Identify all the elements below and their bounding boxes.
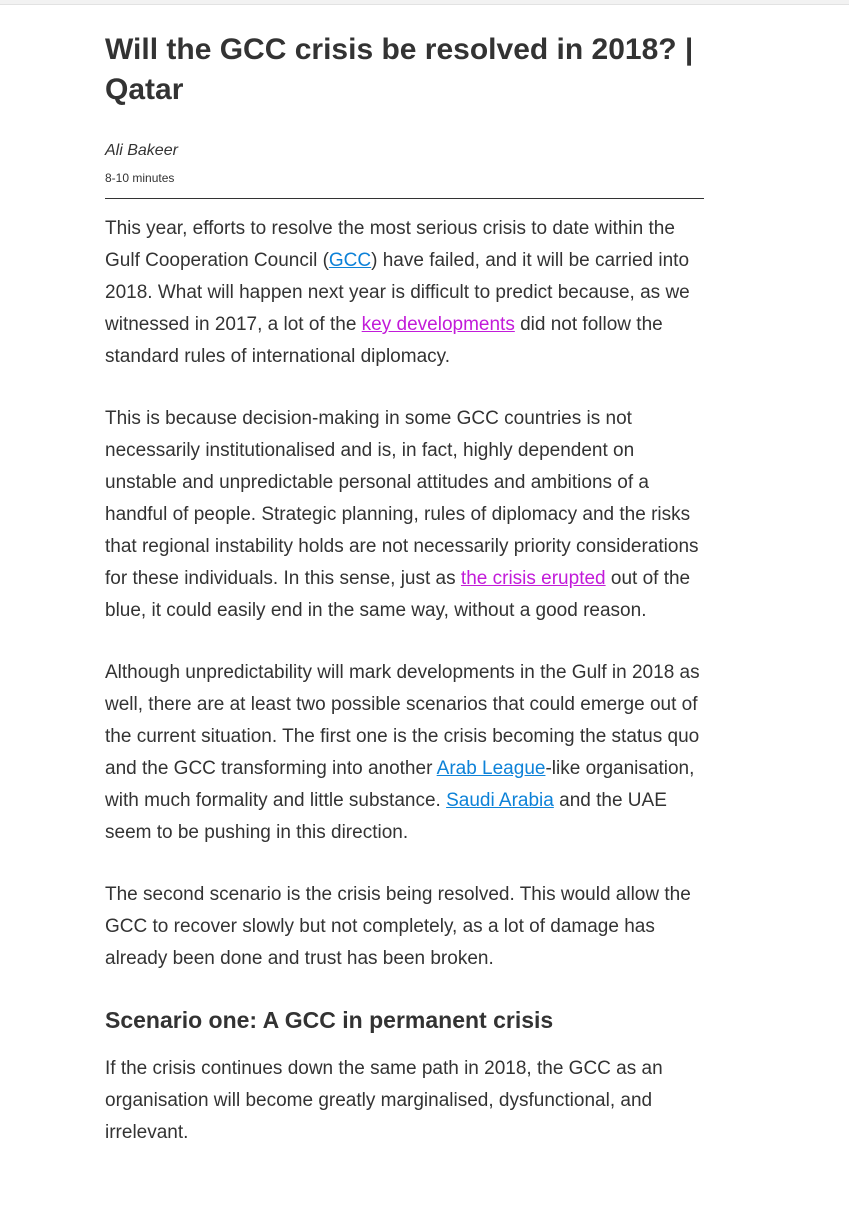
section-heading-scenario-one: Scenario one: A GCC in permanent crisis xyxy=(105,1007,554,1033)
header-separator xyxy=(105,198,704,199)
paragraph-text: did not follow the standard rules of international diplomacy. xyxy=(105,314,663,367)
article-body xyxy=(105,213,705,1149)
link-saudi-arabia[interactable]: Saudi Arabia xyxy=(446,790,554,811)
paragraph-scenario-one: If the crisis continues down the same path in 2018, the GCC as an organisation will become greatly marginalised, dysfunctional, and irrelevant. xyxy=(105,1058,663,1143)
paragraph-text: out of the blue, it could easily end in the same way, without a good reason. xyxy=(105,568,691,621)
link-crisis-erupted[interactable]: the crisis erupted xyxy=(460,568,606,589)
link-key-developments[interactable]: key developments xyxy=(361,314,515,335)
paragraph-text: This year, efforts to resolve the most serious crisis to date within the Gulf Cooperation Council ( xyxy=(105,218,675,271)
paragraph-text: Although unpredictability will mark developments in the Gulf in 2018 as well, there are at least two possible scenarios that could emerge out of the current situation. The first one is the crisis becoming the status quo and the GCC transforming into another xyxy=(105,662,700,779)
paragraph-scenarios xyxy=(105,657,705,849)
paragraph-second-scenario: The second scenario is the crisis being resolved. This would allow the GCC to recover slowly but not completely, as a lot of damage has already been done and trust has been broken. xyxy=(105,884,691,969)
reading-time: 8-10 minutes xyxy=(105,171,175,185)
paragraph-text: This is because decision-making in some GCC countries is not necessarily institutionalised and is, in fact, highly dependent on unstable and unpredictable personal attitudes and ambitions of a handful of people. Strategic planning, rules of diplomacy and the risks that regional instability holds are not necessarily priority considerations for these individuals. In this sense, just as xyxy=(105,408,699,589)
link-arab-league[interactable]: Arab League xyxy=(436,758,546,779)
article-author: Ali Bakeer xyxy=(105,142,178,159)
paragraph-text: ) have failed, and it will be carried into 2018. What will happen next year is difficult to predict because, as we witnessed in 2017, a lot of the xyxy=(105,250,690,335)
paragraph-intro xyxy=(105,213,705,373)
link-gcc[interactable]: GCC xyxy=(328,250,372,271)
reader-article xyxy=(105,30,705,1179)
paragraph-text: and the UAE seem to be pushing in this direction. xyxy=(105,790,667,843)
browser-top-border xyxy=(0,0,849,5)
paragraph-decision-making xyxy=(105,403,705,627)
article-title: Will the GCC crisis be resolved in 2018? | Qatar xyxy=(105,33,694,106)
paragraph-text: -like organisation, with much formality and little substance. xyxy=(105,758,695,811)
